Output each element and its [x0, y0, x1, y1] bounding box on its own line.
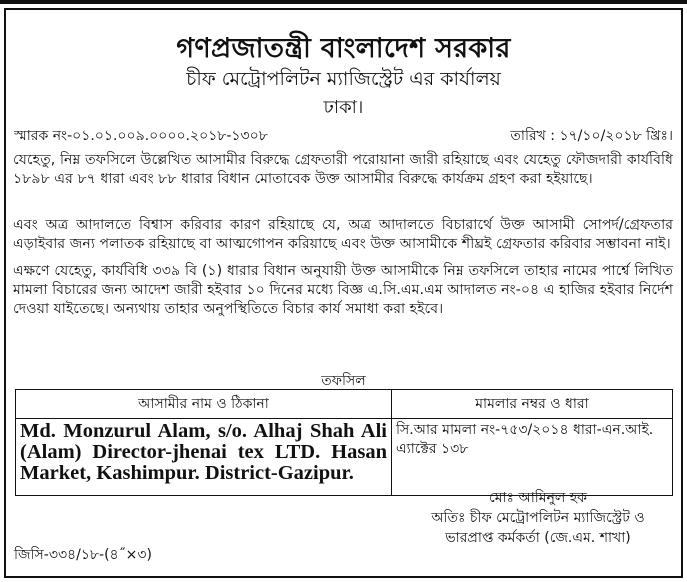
memo-number: স্মারক নং-০১.০১.০০৯.০০০০.২০১৮-১৩০৮	[14, 128, 268, 144]
government-title: গণপ্রজাতন্ত্রী বাংলাদেশ সরকার	[176, 33, 511, 64]
notice-date: তারিখ : ১৭/১০/২০১৮ খ্রিঃ।	[510, 128, 673, 144]
schedule-heading: তফসিল	[321, 373, 366, 389]
top-rule	[0, 0, 687, 4]
signature-block	[413, 488, 663, 548]
case-column-header: মামলার নম্বর ও ধারা	[392, 390, 673, 419]
office-city: ঢাকা।	[323, 97, 364, 118]
paragraph-2: এবং অত্র আদালতে বিশ্বাস করিবার কারণ রহিয়াছে যে, অত্র আদালতে বিচারার্থে উক্ত আসামী সোপর্দ/গ্রেফতার এড়াইবার জন্য পলাতক রহিয়াছে বা আত্মগোপন করিয়াছে এবং উক্ত আসামীকে শীঘ্রই গ্রেফতার করিবার সম্ভাবনা নাই।	[13, 217, 673, 252]
table-row	[16, 419, 673, 496]
signatory-charge: ভারপ্রাপ্ত কর্মকর্তা (জে.এম. শাখা)	[445, 530, 631, 546]
office-name: চীফ মেট্রোপলিটন ম্যাজিস্ট্রেট এর কার্যালয়	[186, 68, 501, 90]
accused-name-address: Md. Monzurul Alam, s/o. Alhaj Shah Ali (Alam) Director-jhenai tex LTD. Hasan Market, Kashimpur. District-Gazipur.	[16, 419, 392, 496]
schedule-table	[15, 389, 673, 496]
table-header-row	[16, 390, 673, 419]
ad-reference: জিসি-৩৩৪/১৮-(৪˝×৩)	[14, 547, 152, 563]
paragraph-1: যেহেতু, নিম্ন তফসিলে উল্লেখিত আসামীর বিরুদ্ধে গ্রেফতারী পরোয়ানা জারী রহিয়াছে এবং যেহেতু ফৌজদারী কার্যবিধি ১৮৯৮ এর ৮৭ ধারা এবং ৮৮ ধারার বিধান মোতাবেক উক্ত আসামীর বিরুদ্ধে কার্যক্রম গ্রহণ করা হইয়াছে।	[13, 152, 673, 187]
paragraph-3: এক্ষণে যেহেতু, কার্যবিধি ৩৩৯ বি (১) ধারার বিধান অনুযায়ী উক্ত আসামীকে নিম্ন তফসিলে তাহার নামের পার্শ্বে লিখিত মামলা বিচারের জন্য আদেশ জারী হইবার ১০ দিনের মধ্যে বিজ্ঞ এ.সি.এম.এম আদালত নং-০৪ এ হাজির হইবার নির্দেশ দেওয়া যাইতেছে। অন্যথায় তাহার অনুপস্থিতিতে বিচার কার্য সমাধা করা হইবে।	[13, 263, 673, 317]
accused-column-header: আসামীর নাম ও ঠিকানা	[16, 390, 392, 419]
signatory-designation: অতিঃ চীফ মেট্রোপলিটন ম্যাজিস্ট্রেট ও	[431, 510, 645, 526]
signatory-name: মোঃ আমিনুল হক	[489, 490, 587, 506]
case-number-section: সি.আর মামলা নং-৭৫৩/২০১৪ ধারা-এন.আই. এ্যাক্টের ১৩৮	[392, 419, 673, 496]
